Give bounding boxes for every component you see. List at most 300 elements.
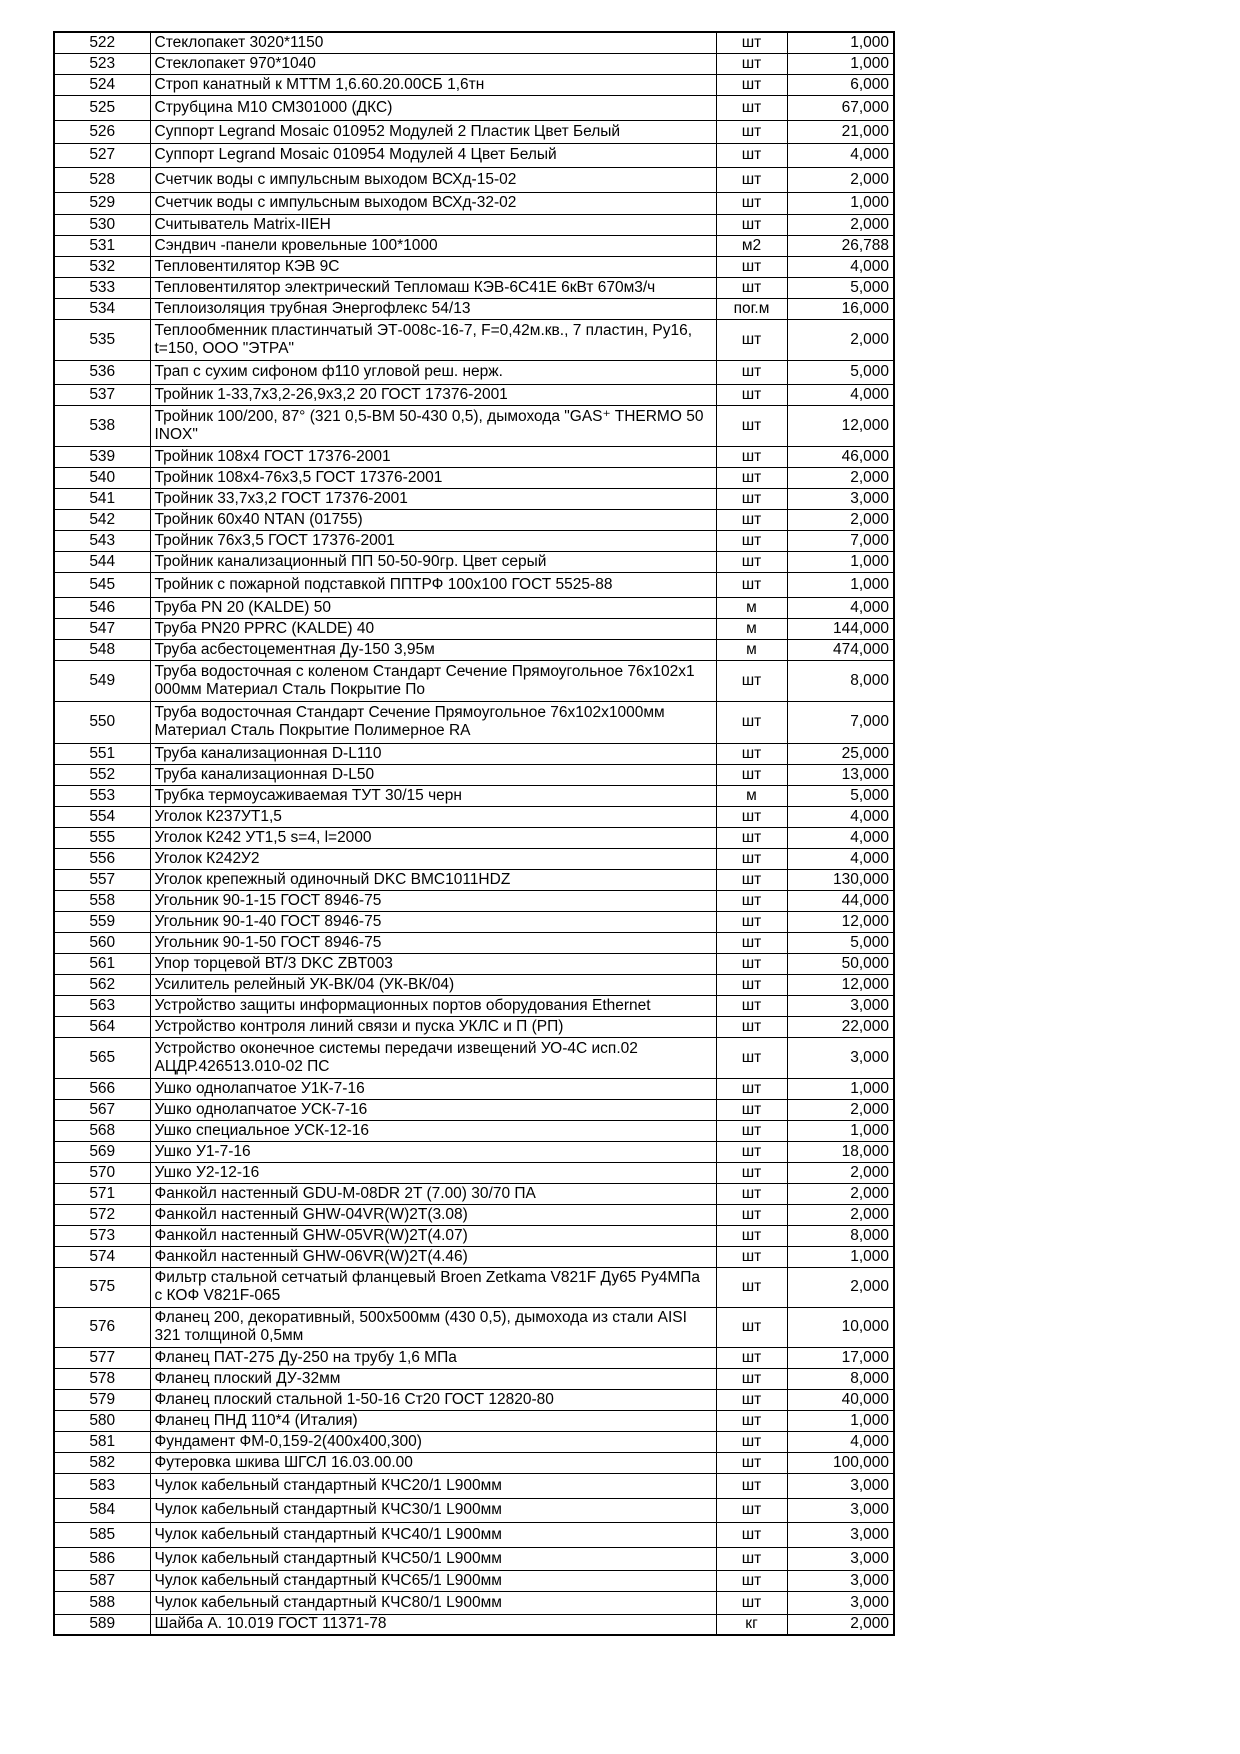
unit-cell: шт bbox=[716, 764, 787, 785]
row-number-cell: 569 bbox=[54, 1141, 150, 1162]
table-row bbox=[54, 785, 894, 806]
item-name-cell: Чулок кабельный стандартный КЧС30/1 L900мм bbox=[150, 1498, 716, 1522]
item-name-cell: Фланец ПНД 110*4 (Италия) bbox=[150, 1410, 716, 1431]
quantity-cell: 1,000 bbox=[787, 572, 894, 597]
quantity-cell: 3,000 bbox=[787, 1570, 894, 1591]
item-name-cell: Угольник 90-1-50 ГОСТ 8946-75 bbox=[150, 932, 716, 953]
quantity-cell: 16,000 bbox=[787, 298, 894, 319]
unit-cell: м2 bbox=[716, 235, 787, 256]
unit-cell: шт bbox=[716, 143, 787, 167]
table-row bbox=[54, 446, 894, 467]
unit-cell: шт bbox=[716, 869, 787, 890]
quantity-cell: 1,000 bbox=[787, 53, 894, 74]
quantity-cell: 8,000 bbox=[787, 1368, 894, 1389]
row-number-cell: 584 bbox=[54, 1498, 150, 1522]
item-name-cell: Строп канатный к МТТМ 1,6.60.20.00СБ 1,6тн bbox=[150, 74, 716, 95]
table-row bbox=[54, 488, 894, 509]
table-row bbox=[54, 467, 894, 488]
table-row bbox=[54, 701, 894, 743]
table-row bbox=[54, 639, 894, 660]
unit-cell: шт bbox=[716, 214, 787, 235]
row-number-cell: 538 bbox=[54, 405, 150, 446]
unit-cell: шт bbox=[716, 1099, 787, 1120]
row-number-cell: 577 bbox=[54, 1347, 150, 1368]
unit-cell: шт bbox=[716, 467, 787, 488]
unit-cell: шт bbox=[716, 405, 787, 446]
quantity-cell: 5,000 bbox=[787, 360, 894, 384]
item-name-cell: Тепловентилятор электрический Тепломаш КЭВ-6С41Е 6кВт 670м3/ч bbox=[150, 277, 716, 298]
quantity-cell: 2,000 bbox=[787, 319, 894, 360]
table-row bbox=[54, 1120, 894, 1141]
row-number-cell: 561 bbox=[54, 953, 150, 974]
unit-cell: шт bbox=[716, 74, 787, 95]
row-number-cell: 537 bbox=[54, 384, 150, 405]
row-number-cell: 546 bbox=[54, 597, 150, 618]
table-row bbox=[54, 235, 894, 256]
unit-cell: шт bbox=[716, 890, 787, 911]
table-row bbox=[54, 995, 894, 1016]
row-number-cell: 559 bbox=[54, 911, 150, 932]
unit-cell: пог.м bbox=[716, 298, 787, 319]
item-name-cell: Трубка термоусаживаемая ТУТ 30/15 черн bbox=[150, 785, 716, 806]
row-number-cell: 556 bbox=[54, 848, 150, 869]
quantity-cell: 4,000 bbox=[787, 806, 894, 827]
row-number-cell: 573 bbox=[54, 1225, 150, 1246]
quantity-cell: 100,000 bbox=[787, 1452, 894, 1473]
quantity-cell: 144,000 bbox=[787, 618, 894, 639]
row-number-cell: 570 bbox=[54, 1162, 150, 1183]
row-number-cell: 550 bbox=[54, 701, 150, 743]
table-row bbox=[54, 551, 894, 572]
unit-cell: шт bbox=[716, 743, 787, 764]
table-row bbox=[54, 953, 894, 974]
row-number-cell: 543 bbox=[54, 530, 150, 551]
row-number-cell: 527 bbox=[54, 143, 150, 167]
unit-cell: шт bbox=[716, 53, 787, 74]
row-number-cell: 553 bbox=[54, 785, 150, 806]
quantity-cell: 3,000 bbox=[787, 1547, 894, 1570]
row-number-cell: 581 bbox=[54, 1431, 150, 1452]
row-number-cell: 534 bbox=[54, 298, 150, 319]
table-row bbox=[54, 1099, 894, 1120]
row-number-cell: 552 bbox=[54, 764, 150, 785]
table-row bbox=[54, 298, 894, 319]
table-row bbox=[54, 911, 894, 932]
inventory-table bbox=[53, 31, 895, 1636]
unit-cell: шт bbox=[716, 167, 787, 192]
row-number-cell: 568 bbox=[54, 1120, 150, 1141]
quantity-cell: 3,000 bbox=[787, 1473, 894, 1498]
table-row bbox=[54, 1347, 894, 1368]
quantity-cell: 7,000 bbox=[787, 701, 894, 743]
unit-cell: шт bbox=[716, 551, 787, 572]
table-row bbox=[54, 1078, 894, 1099]
row-number-cell: 576 bbox=[54, 1307, 150, 1347]
unit-cell: шт bbox=[716, 384, 787, 405]
quantity-cell: 1,000 bbox=[787, 1246, 894, 1267]
quantity-cell: 6,000 bbox=[787, 74, 894, 95]
unit-cell: шт bbox=[716, 974, 787, 995]
item-name-cell: Уголок К242 УТ1,5 s=4, l=2000 bbox=[150, 827, 716, 848]
quantity-cell: 2,000 bbox=[787, 467, 894, 488]
quantity-cell: 10,000 bbox=[787, 1307, 894, 1347]
unit-cell: шт bbox=[716, 1498, 787, 1522]
quantity-cell: 2,000 bbox=[787, 1099, 894, 1120]
quantity-cell: 4,000 bbox=[787, 827, 894, 848]
quantity-cell: 4,000 bbox=[787, 143, 894, 167]
quantity-cell: 2,000 bbox=[787, 1183, 894, 1204]
row-number-cell: 560 bbox=[54, 932, 150, 953]
table-row bbox=[54, 1016, 894, 1037]
table-row bbox=[54, 618, 894, 639]
table-row bbox=[54, 764, 894, 785]
row-number-cell: 536 bbox=[54, 360, 150, 384]
item-name-cell: Чулок кабельный стандартный КЧС50/1 L900мм bbox=[150, 1547, 716, 1570]
row-number-cell: 545 bbox=[54, 572, 150, 597]
item-name-cell: Суппорт Legrand Mosaic 010952 Модулей 2 Пластик Цвет Белый bbox=[150, 120, 716, 143]
table-row bbox=[54, 1431, 894, 1452]
table-row bbox=[54, 848, 894, 869]
item-name-cell: Струбцина М10 СМ301000 (ДКС) bbox=[150, 95, 716, 120]
quantity-cell: 4,000 bbox=[787, 256, 894, 277]
item-name-cell: Тройник 60х40 NTAN (01755) bbox=[150, 509, 716, 530]
row-number-cell: 564 bbox=[54, 1016, 150, 1037]
row-number-cell: 563 bbox=[54, 995, 150, 1016]
row-number-cell: 522 bbox=[54, 32, 150, 53]
item-name-cell: Чулок кабельный стандартный КЧС40/1 L900мм bbox=[150, 1522, 716, 1547]
row-number-cell: 575 bbox=[54, 1267, 150, 1307]
table-row bbox=[54, 1267, 894, 1307]
unit-cell: шт bbox=[716, 1368, 787, 1389]
unit-cell: шт bbox=[716, 446, 787, 467]
quantity-cell: 2,000 bbox=[787, 1204, 894, 1225]
row-number-cell: 525 bbox=[54, 95, 150, 120]
row-number-cell: 580 bbox=[54, 1410, 150, 1431]
table-row bbox=[54, 1522, 894, 1547]
table-row bbox=[54, 1141, 894, 1162]
unit-cell: м bbox=[716, 785, 787, 806]
row-number-cell: 547 bbox=[54, 618, 150, 639]
table-row bbox=[54, 1037, 894, 1078]
item-name-cell: Ушко специальное УСК-12-16 bbox=[150, 1120, 716, 1141]
quantity-cell: 5,000 bbox=[787, 277, 894, 298]
row-number-cell: 582 bbox=[54, 1452, 150, 1473]
item-name-cell: Угольник 90-1-15 ГОСТ 8946-75 bbox=[150, 890, 716, 911]
quantity-cell: 3,000 bbox=[787, 1522, 894, 1547]
unit-cell: шт bbox=[716, 192, 787, 214]
quantity-cell: 17,000 bbox=[787, 1347, 894, 1368]
unit-cell: шт bbox=[716, 827, 787, 848]
unit-cell: шт bbox=[716, 277, 787, 298]
unit-cell: шт bbox=[716, 530, 787, 551]
table-row bbox=[54, 806, 894, 827]
unit-cell: шт bbox=[716, 1267, 787, 1307]
row-number-cell: 566 bbox=[54, 1078, 150, 1099]
row-number-cell: 567 bbox=[54, 1099, 150, 1120]
table-row bbox=[54, 120, 894, 143]
item-name-cell: Тепловентилятор КЭВ 9С bbox=[150, 256, 716, 277]
row-number-cell: 530 bbox=[54, 214, 150, 235]
row-number-cell: 589 bbox=[54, 1614, 150, 1635]
quantity-cell: 67,000 bbox=[787, 95, 894, 120]
unit-cell: шт bbox=[716, 256, 787, 277]
item-name-cell: Уголок К237УТ1,5 bbox=[150, 806, 716, 827]
unit-cell: шт bbox=[716, 1141, 787, 1162]
row-number-cell: 523 bbox=[54, 53, 150, 74]
row-number-cell: 544 bbox=[54, 551, 150, 572]
unit-cell: шт bbox=[716, 1204, 787, 1225]
item-name-cell: Чулок кабельный стандартный КЧС80/1 L900мм bbox=[150, 1591, 716, 1614]
unit-cell: шт bbox=[716, 701, 787, 743]
item-name-cell: Счетчик воды с импульсным выходом ВСХд-15-02 bbox=[150, 167, 716, 192]
quantity-cell: 7,000 bbox=[787, 530, 894, 551]
unit-cell: шт bbox=[716, 120, 787, 143]
quantity-cell: 2,000 bbox=[787, 214, 894, 235]
unit-cell: шт bbox=[716, 488, 787, 509]
item-name-cell: Ушко однолапчатое УСК-7-16 bbox=[150, 1099, 716, 1120]
table-row bbox=[54, 1162, 894, 1183]
item-name-cell: Фланец ПАТ-275 Ду-250 на трубу 1,6 МПа bbox=[150, 1347, 716, 1368]
item-name-cell: Сэндвич -панели кровельные 100*1000 bbox=[150, 235, 716, 256]
table-row bbox=[54, 143, 894, 167]
table-row bbox=[54, 1452, 894, 1473]
row-number-cell: 539 bbox=[54, 446, 150, 467]
row-number-cell: 565 bbox=[54, 1037, 150, 1078]
table-row bbox=[54, 660, 894, 701]
row-number-cell: 532 bbox=[54, 256, 150, 277]
item-name-cell: Устройство оконечное системы передачи извещений УО-4С исп.02 АЦДР.426513.010-02 ПС bbox=[150, 1037, 716, 1078]
row-number-cell: 588 bbox=[54, 1591, 150, 1614]
table-row bbox=[54, 1183, 894, 1204]
item-name-cell: Чулок кабельный стандартный КЧС20/1 L900мм bbox=[150, 1473, 716, 1498]
quantity-cell: 12,000 bbox=[787, 911, 894, 932]
item-name-cell: Труба канализационная D-L50 bbox=[150, 764, 716, 785]
quantity-cell: 5,000 bbox=[787, 785, 894, 806]
unit-cell: шт bbox=[716, 1452, 787, 1473]
item-name-cell: Фланец плоский ДУ-32мм bbox=[150, 1368, 716, 1389]
quantity-cell: 3,000 bbox=[787, 488, 894, 509]
quantity-cell: 3,000 bbox=[787, 1498, 894, 1522]
unit-cell: шт bbox=[716, 1431, 787, 1452]
unit-cell: шт bbox=[716, 953, 787, 974]
unit-cell: шт bbox=[716, 509, 787, 530]
unit-cell: шт bbox=[716, 1347, 787, 1368]
row-number-cell: 529 bbox=[54, 192, 150, 214]
table-row bbox=[54, 743, 894, 764]
quantity-cell: 1,000 bbox=[787, 32, 894, 53]
table-row bbox=[54, 53, 894, 74]
row-number-cell: 541 bbox=[54, 488, 150, 509]
item-name-cell: Труба асбестоцементная Ду-150 3,95м bbox=[150, 639, 716, 660]
item-name-cell: Тройник 108х4-76х3,5 ГОСТ 17376-2001 bbox=[150, 467, 716, 488]
quantity-cell: 4,000 bbox=[787, 1431, 894, 1452]
table-row bbox=[54, 256, 894, 277]
unit-cell: шт bbox=[716, 1078, 787, 1099]
row-number-cell: 586 bbox=[54, 1547, 150, 1570]
unit-cell: кг bbox=[716, 1614, 787, 1635]
row-number-cell: 587 bbox=[54, 1570, 150, 1591]
item-name-cell: Труба канализационная D-L110 bbox=[150, 743, 716, 764]
quantity-cell: 12,000 bbox=[787, 974, 894, 995]
unit-cell: шт bbox=[716, 1570, 787, 1591]
unit-cell: м bbox=[716, 639, 787, 660]
unit-cell: шт bbox=[716, 660, 787, 701]
unit-cell: шт bbox=[716, 1522, 787, 1547]
item-name-cell: Трап с сухим сифоном ф110 угловой реш. нерж. bbox=[150, 360, 716, 384]
table-row bbox=[54, 1591, 894, 1614]
item-name-cell: Тройник 76х3,5 ГОСТ 17376-2001 bbox=[150, 530, 716, 551]
quantity-cell: 44,000 bbox=[787, 890, 894, 911]
item-name-cell: Стеклопакет 970*1040 bbox=[150, 53, 716, 74]
quantity-cell: 2,000 bbox=[787, 1614, 894, 1635]
item-name-cell: Тройник канализационный ПП 50-50-90гр. Цвет серый bbox=[150, 551, 716, 572]
unit-cell: шт bbox=[716, 1016, 787, 1037]
unit-cell: шт bbox=[716, 32, 787, 53]
unit-cell: шт bbox=[716, 1246, 787, 1267]
item-name-cell: Тройник 1-33,7х3,2-26,9х3,2 20 ГОСТ 17376-2001 bbox=[150, 384, 716, 405]
table-row bbox=[54, 360, 894, 384]
unit-cell: шт bbox=[716, 848, 787, 869]
row-number-cell: 557 bbox=[54, 869, 150, 890]
item-name-cell: Теплообменник пластинчатый ЭТ-008с-16-7, F=0,42м.кв., 7 пластин, Ру16, t=150, ООО "ЭТРА" bbox=[150, 319, 716, 360]
table-row bbox=[54, 932, 894, 953]
quantity-cell: 46,000 bbox=[787, 446, 894, 467]
item-name-cell: Ушко однолапчатое У1К-7-16 bbox=[150, 1078, 716, 1099]
quantity-cell: 12,000 bbox=[787, 405, 894, 446]
row-number-cell: 540 bbox=[54, 467, 150, 488]
quantity-cell: 1,000 bbox=[787, 1410, 894, 1431]
row-number-cell: 535 bbox=[54, 319, 150, 360]
item-name-cell: Труба PN 20 (KALDE) 50 bbox=[150, 597, 716, 618]
item-name-cell: Труба водосточная Стандарт Сечение Прямоугольное 76х102х1000мм Материал Сталь Покрытие Полимерное RA bbox=[150, 701, 716, 743]
item-name-cell: Тройник 100/200, 87° (321 0,5-ВМ 50-430 0,5), дымохода "GAS⁺ THERMO 50 INOX" bbox=[150, 405, 716, 446]
unit-cell: шт bbox=[716, 932, 787, 953]
quantity-cell: 4,000 bbox=[787, 384, 894, 405]
item-name-cell: Уголок крепежный одиночный DKC BMC1011HDZ bbox=[150, 869, 716, 890]
table-row bbox=[54, 277, 894, 298]
table-row bbox=[54, 95, 894, 120]
quantity-cell: 26,788 bbox=[787, 235, 894, 256]
quantity-cell: 1,000 bbox=[787, 192, 894, 214]
unit-cell: шт bbox=[716, 1225, 787, 1246]
item-name-cell: Упор торцевой ВТ/3 DKC ZBT003 bbox=[150, 953, 716, 974]
row-number-cell: 574 bbox=[54, 1246, 150, 1267]
unit-cell: шт bbox=[716, 95, 787, 120]
unit-cell: шт bbox=[716, 806, 787, 827]
quantity-cell: 2,000 bbox=[787, 509, 894, 530]
unit-cell: м bbox=[716, 618, 787, 639]
item-name-cell: Фундамент ФМ-0,159-2(400х400,300) bbox=[150, 1431, 716, 1452]
row-number-cell: 551 bbox=[54, 743, 150, 764]
quantity-cell: 3,000 bbox=[787, 1591, 894, 1614]
quantity-cell: 18,000 bbox=[787, 1141, 894, 1162]
row-number-cell: 524 bbox=[54, 74, 150, 95]
row-number-cell: 526 bbox=[54, 120, 150, 143]
table-row bbox=[54, 405, 894, 446]
table-row bbox=[54, 572, 894, 597]
quantity-cell: 2,000 bbox=[787, 1162, 894, 1183]
table-row bbox=[54, 1570, 894, 1591]
quantity-cell: 8,000 bbox=[787, 1225, 894, 1246]
item-name-cell: Фланец плоский стальной 1-50-16 Ст20 ГОСТ 12820-80 bbox=[150, 1389, 716, 1410]
unit-cell: шт bbox=[716, 1307, 787, 1347]
row-number-cell: 585 bbox=[54, 1522, 150, 1547]
unit-cell: шт bbox=[716, 1183, 787, 1204]
item-name-cell: Чулок кабельный стандартный КЧС65/1 L900мм bbox=[150, 1570, 716, 1591]
row-number-cell: 528 bbox=[54, 167, 150, 192]
row-number-cell: 571 bbox=[54, 1183, 150, 1204]
table-row bbox=[54, 319, 894, 360]
unit-cell: шт bbox=[716, 1389, 787, 1410]
row-number-cell: 578 bbox=[54, 1368, 150, 1389]
row-number-cell: 555 bbox=[54, 827, 150, 848]
quantity-cell: 50,000 bbox=[787, 953, 894, 974]
quantity-cell: 1,000 bbox=[787, 1078, 894, 1099]
table-row bbox=[54, 1614, 894, 1635]
table-row bbox=[54, 1389, 894, 1410]
item-name-cell: Тройник 33,7х3,2 ГОСТ 17376-2001 bbox=[150, 488, 716, 509]
unit-cell: шт bbox=[716, 360, 787, 384]
quantity-cell: 8,000 bbox=[787, 660, 894, 701]
unit-cell: шт bbox=[716, 1037, 787, 1078]
table-row bbox=[54, 827, 894, 848]
table-row bbox=[54, 597, 894, 618]
table-row bbox=[54, 530, 894, 551]
table-row bbox=[54, 1246, 894, 1267]
item-name-cell: Футеровка шкива ШГСЛ 16.03.00.00 bbox=[150, 1452, 716, 1473]
item-name-cell: Фанкойл настенный GHW-06VR(W)2T(4.46) bbox=[150, 1246, 716, 1267]
table-row bbox=[54, 167, 894, 192]
item-name-cell: Фанкойл настенный GHW-05VR(W)2T(4.07) bbox=[150, 1225, 716, 1246]
row-number-cell: 572 bbox=[54, 1204, 150, 1225]
item-name-cell: Теплоизоляция трубная Энергофлекс 54/13 bbox=[150, 298, 716, 319]
table-row bbox=[54, 1473, 894, 1498]
quantity-cell: 3,000 bbox=[787, 1037, 894, 1078]
item-name-cell: Суппорт Legrand Mosaic 010954 Модулей 4 Цвет Белый bbox=[150, 143, 716, 167]
item-name-cell: Фанкойл настенный GHW-04VR(W)2T(3.08) bbox=[150, 1204, 716, 1225]
quantity-cell: 3,000 bbox=[787, 995, 894, 1016]
item-name-cell: Угольник 90-1-40 ГОСТ 8946-75 bbox=[150, 911, 716, 932]
unit-cell: шт bbox=[716, 1547, 787, 1570]
table-row bbox=[54, 974, 894, 995]
table-row bbox=[54, 74, 894, 95]
row-number-cell: 558 bbox=[54, 890, 150, 911]
item-name-cell: Уголок К242У2 bbox=[150, 848, 716, 869]
table-row bbox=[54, 1368, 894, 1389]
quantity-cell: 22,000 bbox=[787, 1016, 894, 1037]
row-number-cell: 548 bbox=[54, 639, 150, 660]
item-name-cell: Усилитель релейный УК-ВК/04 (УК-ВК/04) bbox=[150, 974, 716, 995]
unit-cell: шт bbox=[716, 1410, 787, 1431]
quantity-cell: 13,000 bbox=[787, 764, 894, 785]
item-name-cell: Ушко У1-7-16 bbox=[150, 1141, 716, 1162]
row-number-cell: 554 bbox=[54, 806, 150, 827]
table-row bbox=[54, 1204, 894, 1225]
quantity-cell: 2,000 bbox=[787, 1267, 894, 1307]
table-body bbox=[54, 32, 894, 1635]
table-row bbox=[54, 1410, 894, 1431]
item-name-cell: Труба водосточная с коленом Стандарт Сечение Прямоугольное 76х102х1 000мм Материал Сталь Покрытие По bbox=[150, 660, 716, 701]
quantity-cell: 4,000 bbox=[787, 848, 894, 869]
unit-cell: шт bbox=[716, 1162, 787, 1183]
quantity-cell: 1,000 bbox=[787, 551, 894, 572]
quantity-cell: 21,000 bbox=[787, 120, 894, 143]
row-number-cell: 549 bbox=[54, 660, 150, 701]
quantity-cell: 2,000 bbox=[787, 167, 894, 192]
table-row bbox=[54, 214, 894, 235]
quantity-cell: 25,000 bbox=[787, 743, 894, 764]
row-number-cell: 562 bbox=[54, 974, 150, 995]
